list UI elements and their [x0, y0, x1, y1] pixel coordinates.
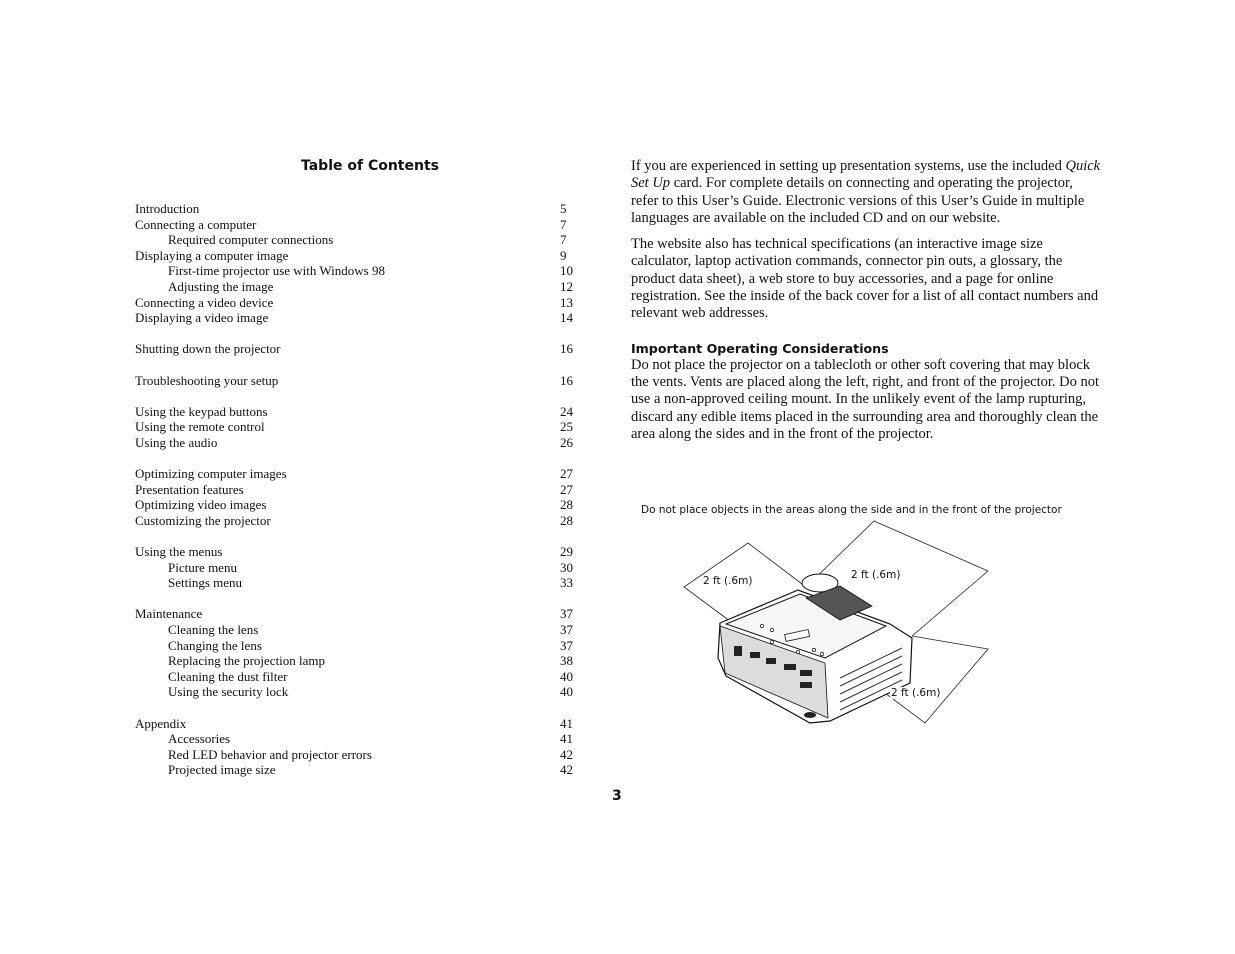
toc-entry-page: 30 — [560, 559, 573, 575]
toc-entry-page: 9 — [560, 247, 567, 263]
toc-entry-label: Cleaning the lens — [168, 622, 259, 638]
toc-entry-label: Introduction — [135, 201, 200, 216]
toc-entry-label: Replacing the projection lamp — [168, 653, 326, 669]
toc-entry-page: 27 — [560, 481, 573, 497]
toc-list — [135, 201, 580, 778]
projector-drawing — [680, 518, 995, 732]
toc-entry — [135, 560, 580, 576]
toc-entry-label: Presentation features — [135, 481, 244, 497]
toc-entry-label: First-time projector use with Windows 98 — [168, 263, 385, 279]
toc-entry — [135, 435, 580, 451]
toc-entry-page: 12 — [560, 278, 573, 294]
toc-entry — [135, 622, 580, 638]
toc-entry-page: 42 — [560, 762, 573, 778]
toc-entry — [135, 716, 580, 732]
toc-entry — [135, 217, 580, 233]
back-clearance-label: 2 ft (.6m) — [851, 569, 901, 581]
toc-entry-page: 41 — [560, 715, 573, 731]
toc-entry-page: 5 — [560, 201, 567, 216]
toc-entry — [135, 513, 580, 529]
toc-entry — [135, 762, 580, 778]
toc-entry — [135, 544, 580, 560]
front-clearance-label: 2 ft (.6m) — [891, 687, 941, 699]
toc-entry-label: Connecting a video device — [135, 294, 274, 310]
toc-entry — [135, 373, 580, 389]
toc-entry-page: 33 — [560, 575, 573, 591]
toc-entry-label: Projected image size — [168, 762, 276, 778]
toc-entry — [135, 404, 580, 420]
intro-p1-before: If you are experienced in setting up presentation systems, use the included — [631, 158, 1066, 174]
toc-entry-label: Optimizing computer images — [135, 466, 287, 482]
toc-entry-label: Red LED behavior and projector errors — [168, 746, 372, 762]
toc-entry-label: Displaying a video image — [135, 310, 269, 326]
toc-entry-page: 26 — [560, 434, 573, 450]
quick-set-up-title: Quick Set Up — [631, 158, 1101, 192]
toc-entry — [135, 731, 580, 747]
toc-entry-label: Accessories — [168, 731, 231, 747]
toc-entry — [135, 232, 580, 248]
toc-entry — [135, 669, 580, 685]
toc-entry-page: 38 — [560, 653, 573, 669]
toc-entry — [135, 497, 580, 513]
toc-entry-label: Shutting down the projector — [135, 341, 281, 357]
figure-caption: Do not place objects in the areas along the side and in the front of the projector — [641, 504, 1062, 516]
toc-entry-page: 29 — [560, 544, 573, 560]
intro-paragraph-2: The website also has technical specifications (an interactive image size calculator, laptop activation commands, connector pin outs, a glossary, the product data sheet), a web store to buy accessories, and a page for online registration. See the inside of the back cover for a list of all contact numbers and relevant web addresses. — [631, 236, 1099, 322]
toc-entry — [135, 201, 580, 217]
intro-paragraph-1 — [631, 158, 1103, 227]
toc-entry-page: 37 — [560, 606, 573, 622]
toc-entry-label: Using the remote control — [135, 419, 265, 435]
toc-entry — [135, 638, 580, 654]
toc-entry-label: Adjusting the image — [168, 278, 274, 294]
toc-entry — [135, 295, 580, 311]
toc-entry-label: Required computer connections — [168, 232, 334, 248]
toc-entry-page: 14 — [560, 310, 573, 326]
toc-entry-page: 10 — [560, 263, 573, 279]
toc-entry-page: 37 — [560, 622, 573, 638]
toc-entry — [135, 310, 580, 326]
toc-entry — [135, 684, 580, 700]
toc-entry-page: 28 — [560, 497, 573, 513]
toc-entry-label: Changing the lens — [168, 637, 262, 653]
toc-entry-label: Maintenance — [135, 606, 203, 622]
toc-entry-label: Customizing the projector — [135, 512, 271, 528]
toc-entry-page: 40 — [560, 684, 573, 700]
toc-entry — [135, 419, 580, 435]
toc-entry-page: 37 — [560, 637, 573, 653]
toc-entry — [135, 466, 580, 482]
page-number: 3 — [612, 788, 622, 804]
toc-entry — [135, 606, 580, 622]
toc-entry — [135, 279, 580, 295]
toc-entry-page: 25 — [560, 419, 573, 435]
toc-entry-label: Optimizing video images — [135, 497, 267, 513]
projector-body — [718, 574, 912, 723]
considerations-paragraph: Do not place the projector on a tablecloth or other soft covering that may block the vents. Vents are placed along the left, right, and front of the projector. Do not use a non-approved ceiling mount. In the unlikely event of the lamp rupturing, discard any edible items placed in the surrounding area and thoroughly clean the area along the sides and in the front of the projector. — [631, 356, 1100, 442]
projector-clearance-illustration — [680, 518, 995, 732]
toc-entry-label: Connecting a computer — [135, 216, 257, 232]
toc-entry-label: Cleaning the dust filter — [168, 668, 288, 684]
left-clearance-label: 2 ft (.6m) — [703, 575, 753, 587]
toc-entry — [135, 263, 580, 279]
toc-entry-page: 24 — [560, 403, 573, 419]
toc-entry-label: Using the audio — [135, 434, 218, 450]
toc-entry-label: Using the security lock — [168, 684, 289, 700]
toc-entry-label: Using the keypad buttons — [135, 403, 268, 419]
toc-entry — [135, 482, 580, 498]
toc-entry-page: 27 — [560, 466, 573, 482]
section-heading: Important Operating Considerations — [631, 340, 889, 356]
toc-title: Table of Contents — [300, 158, 439, 174]
toc-entry — [135, 575, 580, 591]
toc-entry — [135, 653, 580, 669]
toc-entry-label: Appendix — [135, 715, 187, 731]
toc-entry-label: Troubleshooting your setup — [135, 372, 279, 388]
toc-entry-label: Picture menu — [168, 559, 237, 575]
toc-entry-page: 13 — [560, 294, 573, 310]
right-column — [631, 158, 1103, 443]
toc-entry-label: Using the menus — [135, 544, 223, 560]
toc-entry-page: 28 — [560, 512, 573, 528]
toc-entry-page: 42 — [560, 746, 573, 762]
toc-entry-page: 16 — [560, 372, 573, 388]
toc-entry-label: Settings menu — [168, 575, 243, 591]
toc-entry — [135, 341, 580, 357]
toc-entry-page: 7 — [560, 232, 567, 248]
toc-entry-page: 16 — [560, 341, 573, 357]
toc-entry — [135, 248, 580, 264]
toc-entry-page: 41 — [560, 731, 573, 747]
toc-entry-page: 40 — [560, 668, 573, 684]
intro-p1-after: card. For complete details on connecting and operating the projector, refer to this User’s Guide. Electronic versions of this User’s Guide in multiple languages are available on the included CD and on our website. — [631, 175, 1085, 226]
toc-entry-label: Displaying a computer image — [135, 247, 289, 263]
toc-entry-page: 7 — [560, 216, 567, 232]
toc-entry — [135, 747, 580, 763]
